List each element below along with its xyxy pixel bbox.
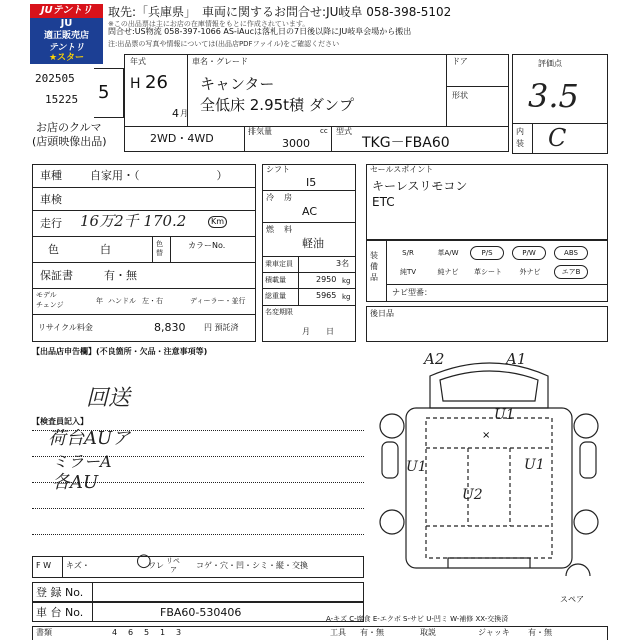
- shift-label: シフト: [266, 165, 290, 174]
- doc-digit-5: 3: [176, 628, 182, 637]
- drive-value: 2WD・4WD: [150, 132, 214, 145]
- spare-label: スペア: [560, 595, 584, 604]
- selling-line2: ETC: [372, 195, 395, 209]
- doc-digit-3: 5: [144, 628, 150, 637]
- fw-repair1: リペ: [166, 557, 180, 565]
- displacement-value: 3000: [282, 137, 310, 150]
- equip-aw: 革A/W: [437, 249, 459, 257]
- mileage-label: 走行: [40, 217, 62, 230]
- month-value: 4: [172, 107, 179, 120]
- selling-label: セールスポイント: [370, 165, 434, 174]
- notes-label: 【出品店申告欄】(不良箇所・欠品・注意事項等): [32, 347, 208, 356]
- era-label: 年式: [130, 57, 146, 66]
- logo-brand-bottom: テントリ: [48, 43, 85, 53]
- model-label: 型式: [336, 127, 352, 136]
- color-no-label: カラーNo.: [188, 241, 226, 250]
- lot-date: 202505: [35, 72, 75, 85]
- cc-unit: cc: [320, 127, 328, 135]
- svg-text:×: ×: [482, 430, 491, 441]
- fw-repair2: ア: [170, 566, 177, 574]
- diagram-u2: U2: [462, 487, 483, 503]
- wheel-fr: [574, 414, 598, 438]
- tools-label: 工具: [330, 628, 346, 637]
- shape-label: 形状: [452, 91, 468, 100]
- lot-number: 15225: [45, 93, 79, 106]
- equip-tv: 純TV: [399, 268, 417, 276]
- fw-defects: コゲ・穴・凹・シミ・縦・交換: [196, 561, 308, 570]
- mileage-unit: Km: [208, 216, 227, 228]
- equip-ps: P/S: [470, 246, 504, 260]
- color-value: 白: [100, 243, 111, 256]
- doc-digit-2: 6: [128, 628, 134, 637]
- chassis-value: FBA60-530406: [160, 606, 242, 619]
- shop-line2: (店頭映像出品): [32, 135, 107, 148]
- shift-value: I5: [306, 176, 317, 189]
- fw-scratch: キズ・: [66, 561, 90, 570]
- bottom-row: [32, 626, 608, 640]
- color-change-label: 色替: [156, 240, 163, 257]
- after-label: 後日品: [370, 309, 394, 318]
- recycle-value: 8,830: [154, 321, 186, 334]
- header-line3: 注:出品票の写真や情報については(出品店PDFファイル)をご確認ください: [108, 40, 340, 48]
- cab-windshield: [440, 371, 538, 401]
- doc-label: 書類: [36, 628, 52, 637]
- fuel-label1: 燃: [266, 225, 274, 234]
- equip-airbag: エアB: [554, 265, 588, 279]
- diagram-a2: A2: [424, 350, 445, 368]
- lane-digit: 5: [98, 82, 110, 103]
- handle-value: 左・右: [142, 297, 163, 305]
- shaken-value: 自家用・（ ）: [90, 169, 228, 182]
- navi-model-label: ナビ型番：: [392, 288, 432, 297]
- era-year: 26: [145, 72, 168, 93]
- mileage-value: 16万2千 170.2: [80, 212, 187, 230]
- shaken-label: 車種: [40, 169, 62, 182]
- aircon-label2: 房: [284, 193, 292, 202]
- selling-box: [366, 164, 608, 240]
- logo-ju: JU: [30, 18, 103, 30]
- equip-extnavi: 外ナビ: [519, 268, 541, 276]
- warranty-value: 有・無: [104, 269, 137, 282]
- inspector-line3: 各AU: [52, 472, 99, 493]
- color-label: 色: [48, 243, 59, 256]
- score-value: 3.5: [528, 77, 579, 115]
- doc-digit-1: 4: [112, 628, 118, 637]
- diagram-a1: A1: [506, 350, 527, 368]
- door-label: ドア: [452, 57, 468, 66]
- name-change-label: 名変期限: [265, 308, 293, 316]
- jack-label: ジャッキ: [478, 628, 510, 637]
- equip-abs: ABS: [554, 246, 588, 260]
- score-label: 評価点: [538, 59, 562, 68]
- interior-value: C: [548, 124, 567, 152]
- aircon-value: AC: [302, 205, 318, 218]
- shop-line1: お店のクルマ: [36, 121, 102, 134]
- registration-label: 登 録 No.: [36, 586, 84, 599]
- doc-digit-4: 1: [160, 628, 166, 637]
- vehicle-name: キャンター: [200, 75, 275, 93]
- capacity-label: 乗車定員: [265, 260, 293, 268]
- interior-label1: 内: [516, 127, 524, 136]
- diagram-u1-right: U1: [524, 457, 545, 473]
- gross-unit: kg: [342, 293, 351, 301]
- gross-label: 総重量: [265, 292, 286, 300]
- notes-handwritten: 回送: [86, 386, 131, 411]
- interior-label2: 装: [516, 139, 524, 148]
- chassis-label: 車 台 No.: [36, 606, 84, 619]
- inspection-label: 車検: [40, 193, 62, 206]
- logo-top: JUテントリ: [30, 4, 103, 18]
- equip-seat: 革シート: [474, 268, 502, 276]
- wheel-fl: [380, 414, 404, 438]
- tools-value: 有・無: [360, 628, 384, 637]
- fw-crack: ワレ: [148, 561, 164, 570]
- header-line2: 問合せ:US物流 058-397-1066 AS-iAucは落札日の7日後以降にJU岐阜会場から搬出: [108, 27, 412, 36]
- fw-mark: ○: [136, 550, 152, 571]
- legend: A-キズ C-腐食 E-エクボ S-サビ U-凹ミ W-補修 XX-交換済: [326, 615, 509, 623]
- logo-bottom: [30, 42, 103, 64]
- name-change-value: 月 日: [302, 327, 334, 336]
- vehicle-grade: 全低床 2.95t積 ダンプ: [200, 96, 354, 114]
- equip-pw: P/W: [512, 246, 546, 260]
- model-change-a: モデル: [36, 291, 57, 299]
- logo-star: ★スター: [48, 53, 85, 63]
- inspector-label: 【検査員記入】: [32, 417, 88, 426]
- inspector-line2: ミラーA: [52, 452, 112, 471]
- fuel-label2: 料: [284, 225, 292, 234]
- fuel-value: 軽油: [302, 237, 324, 250]
- name-label: 車名・グレード: [192, 57, 248, 66]
- wheel-rl: [380, 510, 404, 534]
- aircon-label1: 冷: [266, 193, 274, 202]
- header-line1: 取先:「兵庫県」 車両に関するお問合せ:JU岐阜 058-398-5102: [108, 5, 452, 19]
- warranty-label: 保証書: [40, 269, 73, 282]
- capacity-value: 3名: [336, 259, 350, 268]
- recycle-unit: 円 預託済: [204, 323, 239, 332]
- jack-value: 有・無: [528, 628, 552, 637]
- selling-line1: キーレスリモコン: [372, 179, 468, 193]
- header-note-top: ※この出品票は主にお店の在庫情報をもとに作成されています。: [108, 20, 310, 28]
- manual-label: 取説: [420, 628, 436, 637]
- logo-dealer: 適正販売店: [30, 30, 103, 42]
- inspector-line1: 荷台AUア: [48, 428, 131, 449]
- model-code: TKG－FBA60: [362, 135, 450, 151]
- left-table: [32, 164, 256, 342]
- equip-sr: S/R: [402, 249, 414, 257]
- year-label: 年: [96, 297, 103, 305]
- load-value: 2950: [316, 275, 337, 284]
- load-label: 積載量: [265, 276, 286, 284]
- model-change-b: チェンジ: [36, 301, 64, 309]
- equipment-label: 装備品: [370, 251, 378, 282]
- handle-label: ハンドル: [108, 297, 136, 305]
- after-box: [366, 306, 608, 342]
- disp-label: 排気量: [248, 127, 272, 136]
- recycle-label: リサイクル料金: [38, 323, 93, 332]
- gross-value: 5965: [316, 291, 337, 300]
- era-prefix: H: [130, 76, 141, 92]
- wheel-rr: [574, 510, 598, 534]
- dealer-label: ディーラー・並行: [190, 297, 246, 305]
- diagram-u1-top: U1: [494, 407, 515, 423]
- fw-label: F W: [36, 561, 52, 570]
- diagram-u1-left: U1: [406, 459, 427, 475]
- equip-navi: 純ナビ: [437, 268, 459, 276]
- load-unit: kg: [342, 277, 351, 285]
- month-unit: 月: [180, 109, 188, 118]
- spare-circle: [566, 564, 590, 576]
